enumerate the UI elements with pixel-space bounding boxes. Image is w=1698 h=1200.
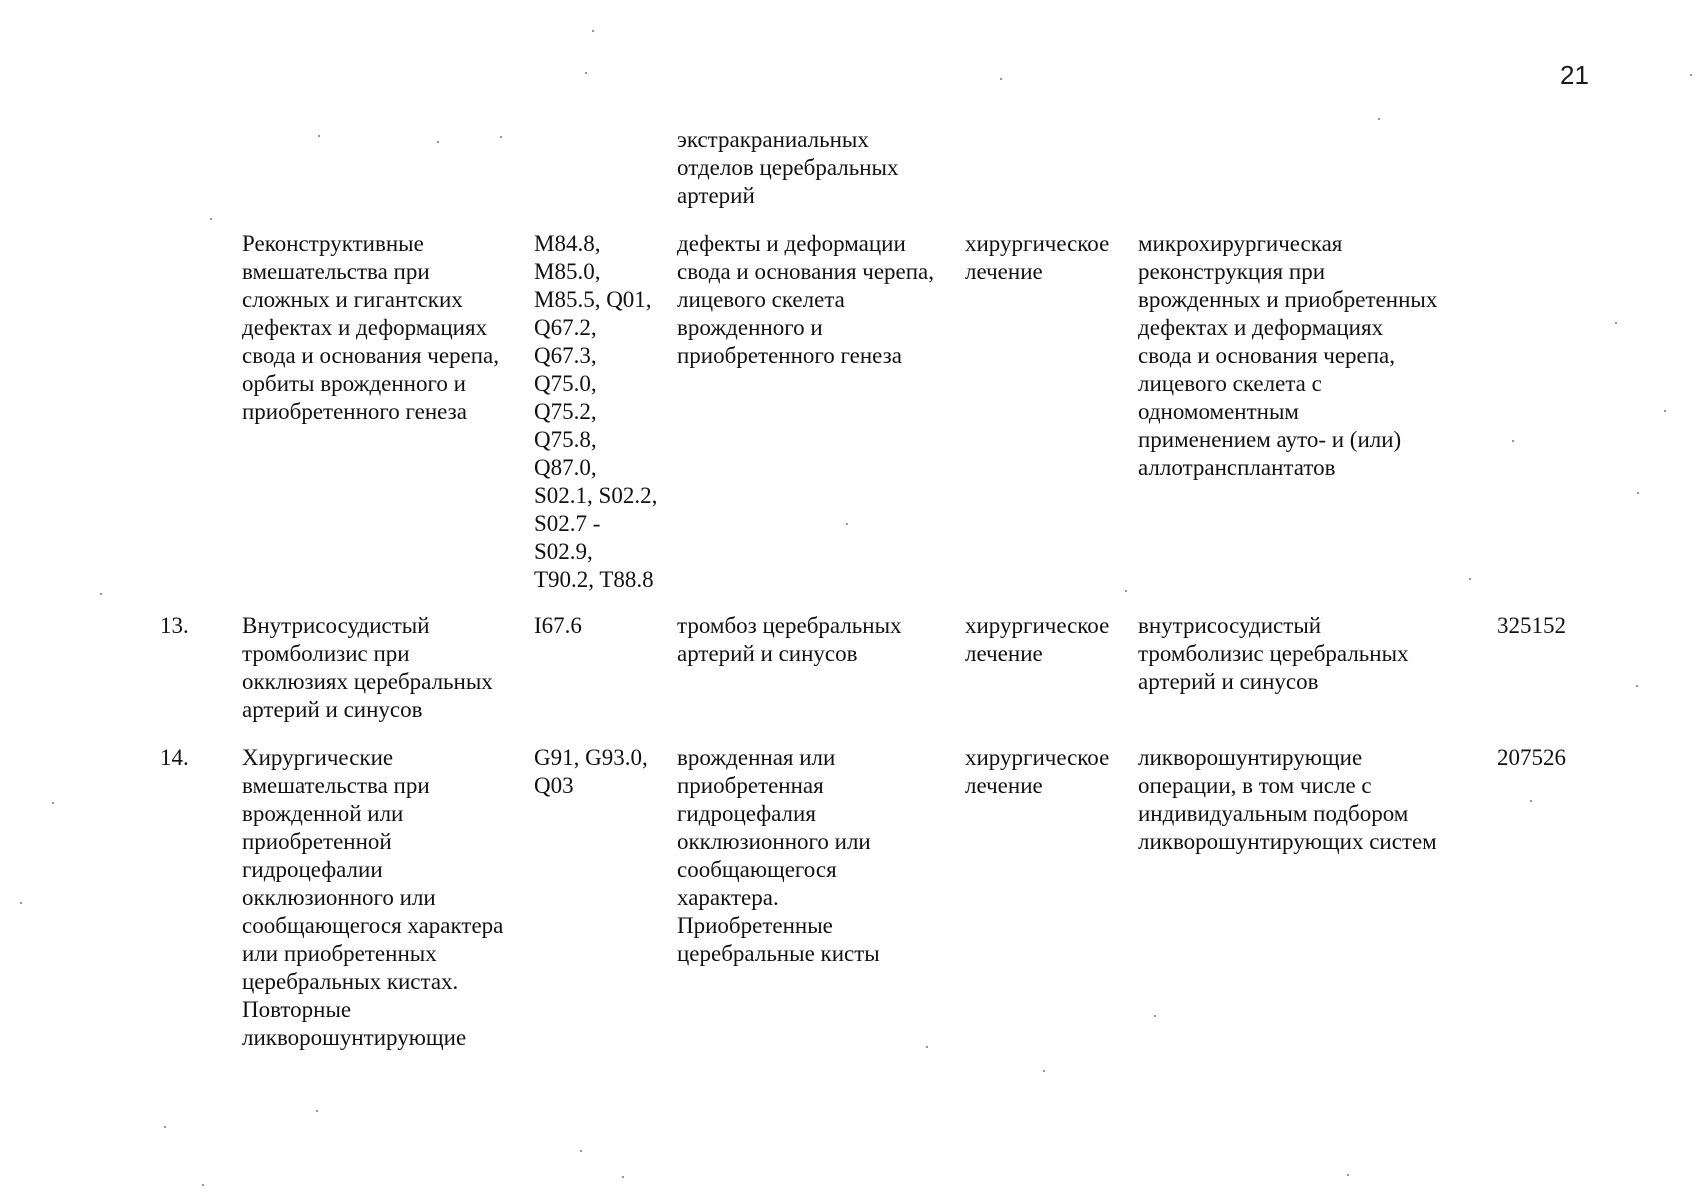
scan-speck [20, 902, 22, 904]
scan-speck [1512, 440, 1514, 442]
row-14-cost: 207526 [1497, 745, 1566, 770]
scan-speck [164, 1126, 166, 1128]
scan-speck [846, 523, 848, 525]
scan-speck [592, 30, 594, 32]
scan-speck [1690, 74, 1692, 76]
scan-speck [1615, 322, 1617, 324]
row-14-number: 14. [160, 745, 189, 770]
row-reconstructive-method: микрохирургическая реконструкция при врожденных и приобретенных дефектах и деформациях свода и основания черепа, лицевого скелета с одномоментным применением ауто- и (или) аллотрансплантатов [1138, 231, 1438, 480]
scan-speck [1378, 118, 1380, 120]
row-13-name: Внутрисосудистый тромболизис при окклюзиях церебральных артерий и синусов [242, 613, 493, 722]
scan-speck [1347, 1174, 1349, 1176]
row-13-type: хирургическое лечение [965, 613, 1110, 666]
scan-speck [580, 1150, 582, 1152]
scan-speck [622, 1176, 624, 1178]
row-reconstructive-type: хирургическое лечение [965, 231, 1110, 284]
scan-speck [100, 593, 102, 595]
row-14-method: ликворошунтирующие операции, в том числе с индивидуальным подбором ликворошунтирующих систем [1138, 745, 1437, 854]
scan-speck [1469, 578, 1471, 580]
row-13-method: внутрисосудистый тромболизис церебральных артерий и синусов [1138, 613, 1409, 694]
scan-speck [52, 802, 54, 804]
page-number: 21 [1560, 60, 1589, 90]
scan-speck [1043, 1070, 1045, 1072]
scan-speck [926, 1046, 928, 1048]
scan-speck [437, 141, 439, 143]
row-reconstructive-codes: M84.8, M85.0, M85.5, Q01, Q67.2, Q67.3, Q75.0, Q75.2, Q75.8, Q87.0, S02.1, S02.2, S02.7 - S02.9, T90.2, T88.8 [534, 231, 658, 592]
scan-speck [1636, 685, 1638, 687]
scan-speck [318, 135, 320, 137]
row-reconstructive-name: Реконструктивные вмешательства при сложных и гигантских дефектах и деформациях свода и основания черепа, орбиты врожденного и приобретенного генеза [242, 231, 500, 424]
row-14-type: хирургическое лечение [965, 745, 1110, 798]
row-13-cost: 325152 [1497, 613, 1566, 638]
row-13-model: тромбоз церебральных артерий и синусов [677, 613, 902, 666]
scan-speck [1125, 590, 1127, 592]
row-13-codes: I67.6 [534, 613, 582, 638]
scan-speck [316, 1110, 318, 1112]
row-14-codes: G91, G93.0, Q03 [534, 745, 648, 798]
scan-speck [1000, 78, 1002, 80]
scan-speck [210, 218, 212, 220]
scan-speck [585, 72, 587, 74]
row-13-number: 13. [160, 613, 189, 638]
scan-speck [202, 1184, 204, 1186]
scan-speck [1530, 800, 1532, 802]
row-14-model: врожденная или приобретенная гидроцефалия окклюзионного или сообщающегося характера. Приобретенные церебральные кисты [677, 745, 880, 966]
scan-speck [1664, 410, 1666, 412]
scan-speck [1154, 1015, 1156, 1017]
row-reconstructive-model: дефекты и деформации свода и основания черепа, лицевого скелета врожденного и приобретенного генеза [677, 231, 935, 368]
scan-speck [500, 136, 502, 138]
scan-speck [1637, 492, 1639, 494]
continuation-model-text: экстракраниальных отделов церебральных артерий [677, 127, 899, 208]
row-14-name: Хирургические вмешательства при врожденной или приобретенной гидроцефалии окклюзионного или сообщающегося характера или приобретенных церебральных кистах. Повторные ликворошунтирующие [242, 745, 504, 1050]
